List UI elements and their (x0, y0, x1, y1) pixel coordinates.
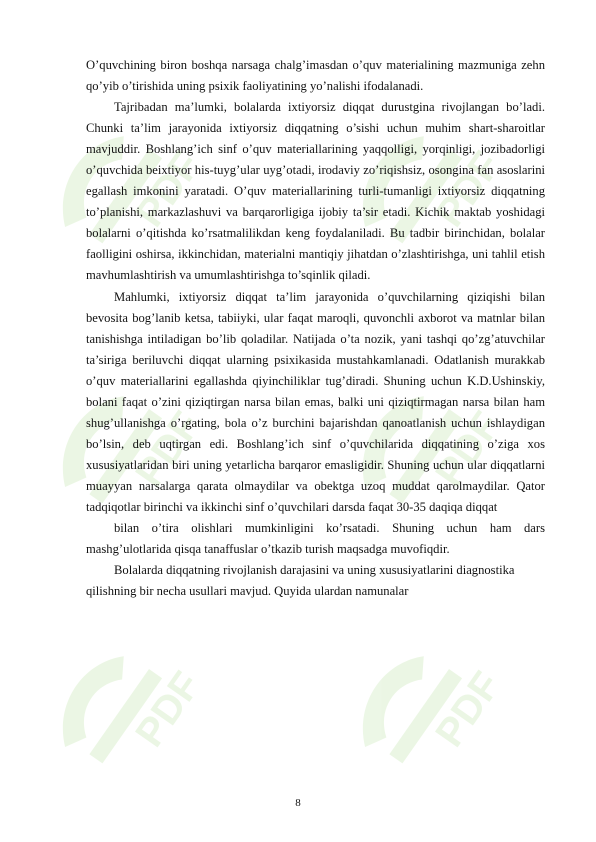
watermark-logo (44, 626, 210, 796)
svg-text:PDF: PDF (127, 404, 210, 495)
paragraph: Bolalarda diqqatning rivojlanish darajasini va uning xususiyatlarini diagnostika qilishning bir necha usullari mavjud. Quyida ulardan namunalar (86, 563, 515, 599)
paragraph: Tajribadan ma’lumki, bolalarda ixtiyorsiz diqqat durustgina rivojlangan bo’ladi. Chunki ta’lim jarayonida ixtiyorsiz diqqatning o’sishi uchun muhim shart-sharoitlar mavjuddir. Boshlang’ich sinf o’quv materiallarining yaqqolligi, yorqinligi, jozibadorligi o’quvchida beixtiyor his-tuyg’ular uyg’otadi, irodaviy zo’riqishsiz, osongina fan asoslarini egallash imkonini yaratadi. O’quv materiallarining turli-tumanligi ixtiyorsiz diqqatning to’planishi, markazlashuvi va barqarorligiga ijobiy ta’sir etadi. Kichik maktab yoshidagi bolalarni o’qitishda ko’rsatmalilikdan keng foydalaniladi. Bu tadbir birinchidan, bolalar faolligini oshirsa, ikkinchidan, materialni mantiqiy jihatdan o’zlashtirishga, uni tahlil etish mavhumlashtirish va umumlashtirishga to’sqinlik qiladi. (86, 100, 545, 283)
svg-text:PDF: PDF (127, 664, 210, 755)
svg-text:PDF: PDF (127, 144, 210, 235)
paragraph: Mahlumki, ixtiyorsiz diqqat ta’lim jarayonida o’quvchilarning qiziqishi bilan bevosita bog’lanib ketsa, tabiiyki, ular faqat maroqli, quvonchli axborot va matnlar bilan tanishishga intiladigan bo’lib qoladilar. Natijada o’ta nozik, yani tashqi qo’zg’atuvchilar ta’siriga beriluvchi diqqat ularning psixikasida mustahkamlanadi. Odatlanish murakkab o’quv materiallarini egallashda qiyinchiliklar tug’diradi. Shuning uchun K.D.Ushinskiy, bolani faqat o’zini qiziqtirgan narsa bilan emas, balki uni qiziqtirmagan narsa bilan ham shug’ullanishga o’rgating, bola o’z burchini bajarishdan qanoatlanish uchun ishlaydigan bo’lsin, deb uqtirgan edi. Boshlang’ich sinf o’quvchilarida diqqatining o’ziga xos xususiyatlaridan biri uning yetarlicha barqaror emasligidir. Shuning uchun ular diqqatlarni muayyan narsalarga qarata olmaydilar va obektga uzoq muddat qarolmaydilar. Qator tadqiqotlar birinchi va ikkinchi sinf o’quvchilari darsda faqat 30-35 daqiqa diqqat (86, 289, 545, 514)
svg-text:PDF: PDF (427, 144, 510, 235)
svg-text:PDF: PDF (427, 664, 510, 755)
paragraph: bilan o’tira olishlari mumkinligini ko’rsatadi. Shuning uchun ham dars mashg’ulotlarida qisqa tanaffuslar o’tkazib turish maqsadga muvofiqdir. (86, 521, 545, 557)
document-body (86, 55, 545, 602)
svg-text:PDF: PDF (427, 404, 510, 495)
page-number: 8 (295, 797, 301, 809)
watermark-logo (344, 626, 510, 796)
paragraph: O’quvchining biron boshqa narsaga chalg’imasdan o’quv materialining mazmuniga zehn qo’yib o’tirishida uning psixik faoliyatining yo’nalishi ifodalanadi. (86, 58, 545, 94)
